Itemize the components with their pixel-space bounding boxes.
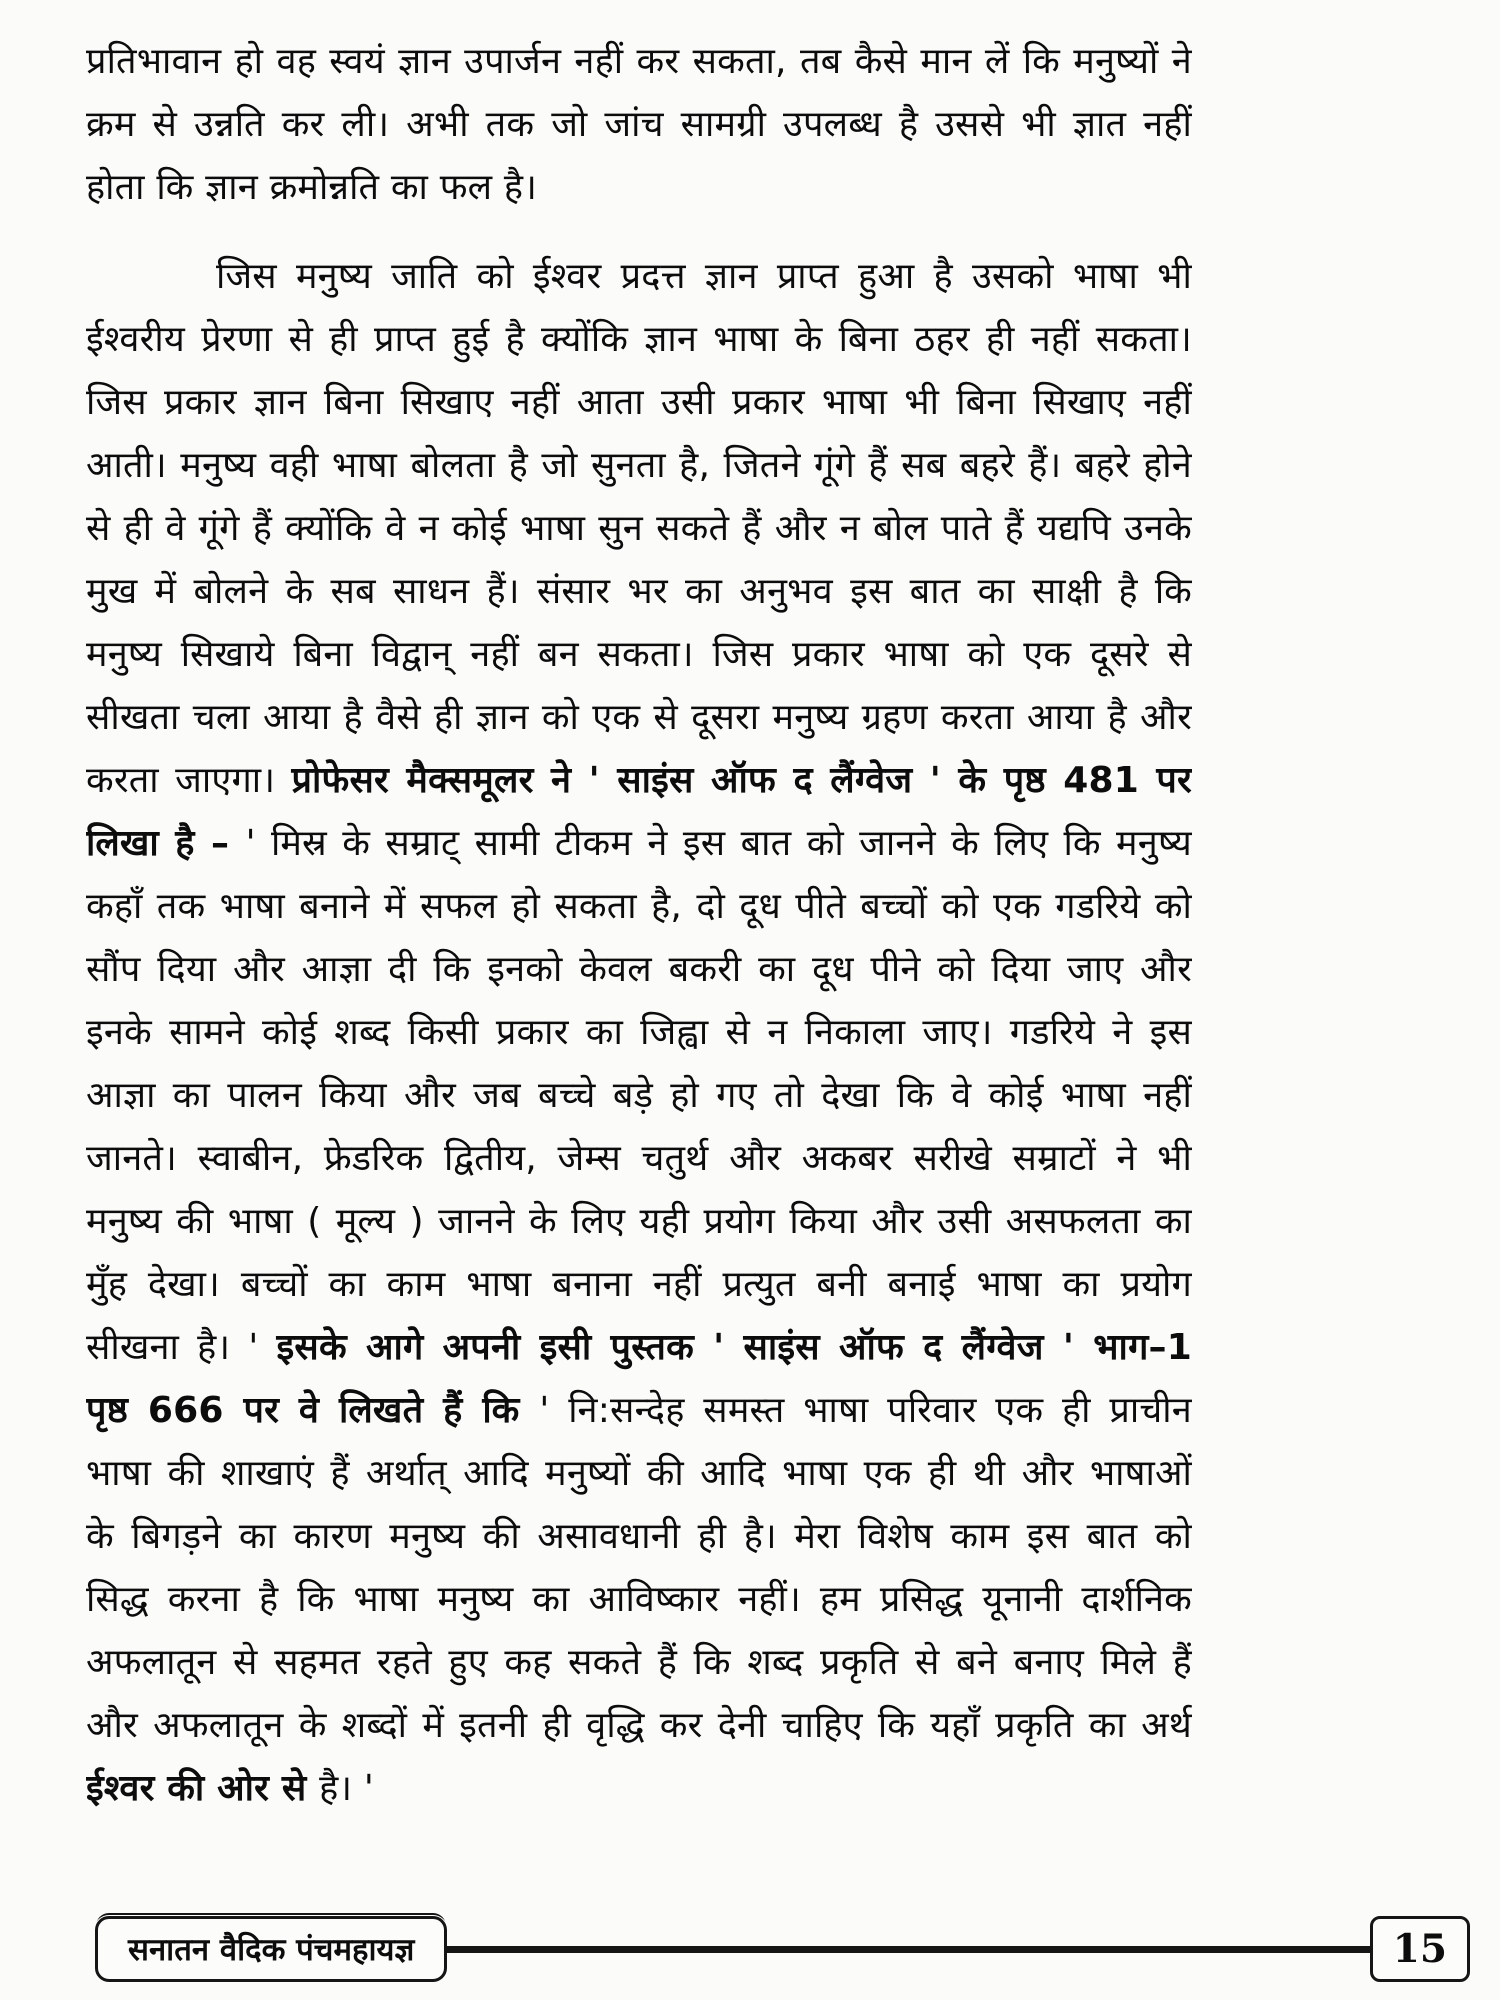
text-line: [86, 875, 1192, 938]
text-line: [86, 812, 1192, 875]
text-segment: जिस प्रकार ज्ञान बिना सिखाए नहीं आता उसी प्रकार भाषा भी बिना सिखाए नहीं: [86, 382, 1192, 423]
page-number-box: [1370, 1916, 1470, 1982]
text-line: [86, 1568, 1192, 1631]
text-segment: ' मिस्र के सम्राट् सामी टीकम ने इस बात को जानने के लिए कि मनुष्य: [245, 823, 1192, 864]
text-line: [86, 1757, 1192, 1820]
text-line: [86, 371, 1192, 434]
text-segment: मनुष्य सिखाये बिना विद्वान् नहीं बन सकता। जिस प्रकार भाषा को एक दूसरे से: [86, 634, 1192, 675]
text-segment: मुँह देखा। बच्चों का काम भाषा बनाना नहीं प्रत्युत बनी बनाई भाषा का प्रयोग: [86, 1264, 1192, 1305]
text-segment: सीखना है। ': [86, 1327, 277, 1368]
text-line: [86, 30, 1192, 93]
text-line: [86, 93, 1192, 156]
text-segment: होता कि ज्ञान क्रमोन्नति का फल है।: [86, 167, 538, 208]
text-line: [86, 1316, 1192, 1379]
text-line: [86, 245, 1192, 308]
bold-text-segment: ईश्वर की ओर से: [86, 1768, 320, 1809]
text-line: [86, 434, 1192, 497]
text-segment: करता जाएगा।: [86, 760, 292, 801]
text-segment: ईश्वरीय प्रेरणा से ही प्राप्त हुई है क्योंकि ज्ञान भाषा के बिना ठहर ही नहीं सकता।: [86, 319, 1192, 360]
text-segment: कहाँ तक भाषा बनाने में सफल हो सकता है, दो दूध पीते बच्चों को एक गडरिये को: [86, 886, 1192, 927]
paragraph: [86, 245, 1192, 1820]
paragraph: [86, 30, 1192, 219]
text-segment: और अफलातून के शब्दों में इतनी ही वृद्धि कर देनी चाहिए कि यहाँ प्रकृति का अर्थ: [86, 1705, 1192, 1746]
text-segment: सीखता चला आया है वैसे ही ज्ञान को एक से दूसरा मनुष्य ग्रहण करता आया है और: [86, 697, 1192, 738]
text-segment: भाषा की शाखाएं हैं अर्थात् आदि मनुष्यों की आदि भाषा एक ही थी और भाषाओं: [86, 1453, 1192, 1494]
text-segment: अफलातून से सहमत रहते हुए कह सकते हैं कि शब्द प्रकृति से बने बनाए मिले हैं: [86, 1642, 1192, 1683]
text-segment: है। ': [319, 1768, 375, 1809]
text-segment: मनुष्य की भाषा ( मूल्य ) जानने के लिए यही प्रयोग किया और उसी असफलता का: [86, 1201, 1192, 1242]
text-line: [86, 1631, 1192, 1694]
page-footer: [0, 1916, 1500, 1982]
text-segment: सौंप दिया और आज्ञा दी कि इनको केवल बकरी का दूध पीने को दिया जाए और: [86, 949, 1192, 990]
footer-rule: [447, 1946, 1369, 1953]
page-number: 15: [1392, 1926, 1447, 1972]
text-segment: सिद्ध करना है कि भाषा मनुष्य का आविष्कार नहीं। हम प्रसिद्ध यूनानी दार्शनिक: [86, 1579, 1192, 1620]
text-segment: जिस मनुष्य जाति को ईश्वर प्रदत्त ज्ञान प्राप्त हुआ है उसको भाषा भी: [216, 256, 1192, 297]
text-line: [86, 1064, 1192, 1127]
text-segment: मुख में बोलने के सब साधन हैं। संसार भर का अनुभव इस बात का साक्षी है कि: [86, 571, 1192, 612]
text-line: [86, 686, 1192, 749]
text-line: [86, 938, 1192, 1001]
text-line: [86, 1505, 1192, 1568]
text-segment: के बिगड़ने का कारण मनुष्य की असावधानी ही है। मेरा विशेष काम इस बात को: [86, 1516, 1192, 1557]
text-segment: आती। मनुष्य वही भाषा बोलता है जो सुनता है, जितने गूंगे हैं सब बहरे हैं। बहरे होने: [86, 445, 1192, 486]
text-line: [86, 1190, 1192, 1253]
text-segment: इनके सामने कोई शब्द किसी प्रकार का जिह्वा से न निकाला जाए। गडरिये ने इस: [86, 1012, 1192, 1053]
text-line: [86, 1694, 1192, 1757]
text-line: [86, 1001, 1192, 1064]
bold-text-segment: लिखा है –: [86, 823, 246, 864]
bold-text-segment: प्रोफेसर मैक्समूलर ने ' साइंस ऑफ द लैंग्वेज ' के पृष्ठ 481 पर: [291, 760, 1192, 801]
text-line: [86, 560, 1192, 623]
text-segment: आज्ञा का पालन किया और जब बच्चे बड़े हो गए तो देखा कि वे कोई भाषा नहीं: [86, 1075, 1192, 1116]
text-segment: ' नि:सन्देह समस्त भाषा परिवार एक ही प्राचीन: [539, 1390, 1192, 1431]
text-line: [86, 1127, 1192, 1190]
book-title-box: [95, 1916, 447, 1982]
book-title: सनातन वैदिक पंचमहायज्ञ: [128, 1932, 415, 1968]
text-segment: जानते। स्वाबीन, फ्रेडरिक द्वितीय, जेम्स चतुर्थ और अकबर सरीखे सम्राटों ने भी: [86, 1138, 1192, 1179]
text-line: [86, 1379, 1192, 1442]
text-line: [86, 1253, 1192, 1316]
bold-text-segment: इसके आगे अपनी इसी पुस्तक ' साइंस ऑफ द लैंग्वेज ' भाग–1: [276, 1327, 1192, 1368]
text-line: [86, 497, 1192, 560]
text-segment: क्रम से उन्नति कर ली। अभी तक जो जांच सामग्री उपलब्ध है उससे भी ज्ञात नहीं: [86, 104, 1192, 145]
text-line: [86, 749, 1192, 812]
bold-text-segment: पृष्ठ 666 पर वे लिखते हैं कि: [86, 1390, 540, 1431]
text-segment: से ही वे गूंगे हैं क्योंकि वे न कोई भाषा सुन सकते हैं और न बोल पाते हैं यद्यपि उनके: [86, 508, 1192, 549]
text-segment: प्रतिभावान हो वह स्वयं ज्ञान उपार्जन नहीं कर सकता, तब कैसे मान लें कि मनुष्यों ने: [86, 41, 1192, 82]
text-line: [86, 156, 1192, 219]
page-text: [86, 30, 1192, 1820]
text-line: [86, 1442, 1192, 1505]
text-line: [86, 623, 1192, 686]
text-line: [86, 308, 1192, 371]
